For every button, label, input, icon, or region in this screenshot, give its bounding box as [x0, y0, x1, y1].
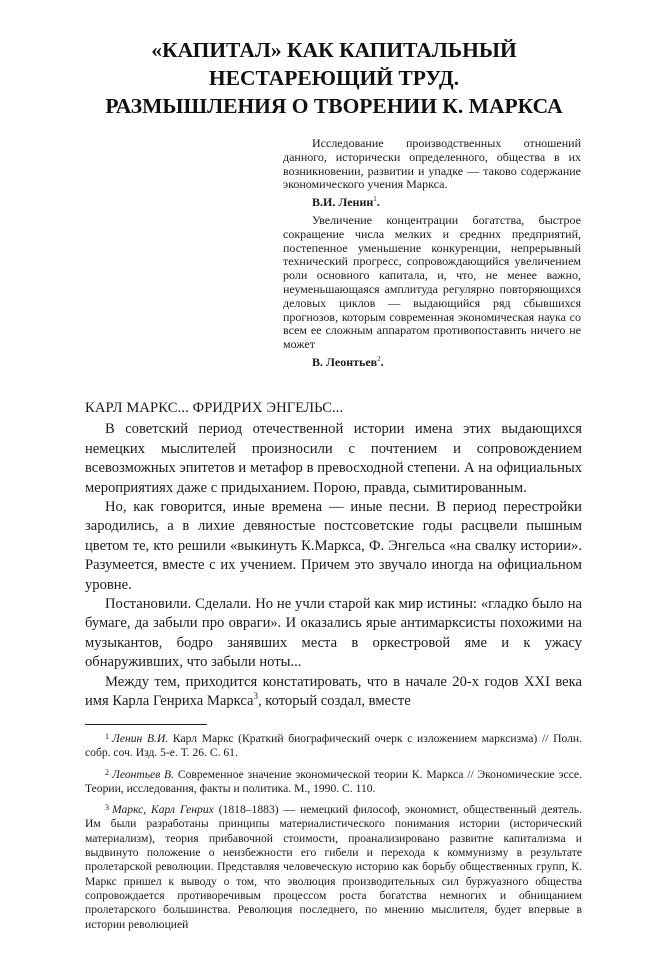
footnote-number: 1: [105, 732, 109, 741]
footnote: [85, 766, 582, 797]
epigraph-text: Исследование производственных отношений данного, исторически определенного, общества в их возникновении, развитии и упадке — таково содержание экономического учения Маркса.: [283, 136, 581, 192]
epigraph-author-name: В. Леонтьев: [312, 354, 378, 369]
footnote-number: 3: [105, 803, 109, 813]
body-paragraph: В советский период отечественной истории имена этих выдающихся немецких мыслителей произносили с почтением и сопровождением всевозможных эпитетов и метафор в превосходной степени. А на официальных мероприятиях даже с придыханием. Порою, правда, сымитированным.: [85, 421, 582, 496]
footnote-text: Современное значение экономической теории К. Маркса // Экономические эссе. Теории, исследования, факты и политика. М., 1990. С. 110.: [85, 767, 582, 795]
epigraph-author-name: В.И. Ленин: [312, 195, 374, 210]
title-line-2: НЕСТАРЕЮЩИЙ ТРУД.: [208, 66, 460, 90]
main-text: [85, 399, 582, 712]
body-paragraph: Постановили. Сделали. Но не учли старой как мир истины: «гладко было на бумаге, да забыли про овраги». И оказались ярые антимарксисты похожими на музыкантов, бодро занявших места в оркестровой яме и к ужасу обнаруживших, что забыли ноты...: [85, 596, 582, 671]
section-heading: КАРЛ МАРКС... ФРИДРИХ ЭНГЕЛЬС...: [85, 400, 344, 416]
footnote-ref: 3: [253, 691, 258, 702]
epigraph-author: В. Леонтьев$^2$.: [312, 354, 384, 369]
footnote-number: 2: [105, 767, 109, 777]
footnote-author: Леонтьев В.: [112, 767, 175, 781]
article-title: [60, 36, 608, 120]
footnote-author: Ленин В.И.: [112, 732, 169, 745]
footnote-ref: 2: [377, 354, 381, 363]
body-text: Между тем, приходится констатировать, что в начале 20-х годов XXI века имя Карла Генриха Маркса: [85, 673, 582, 710]
body-paragraph: [85, 673, 582, 712]
epigraph-author: В.И. Ленин$^1$.: [312, 195, 380, 210]
footnote: [85, 730, 582, 761]
footnote-divider: [85, 724, 207, 725]
epigraph-text: Увеличение концентрации богатства, быстрое сокращение числа мелких и средних предприятий, постепенное уменьшение конкуренции, непрерывный технический прогресс, сопровождающийся увеличением роли основного капитала, и, что, не менее важно, неуменьшающаяся амплитуда регулярно повторяющихся деловых циклов — выдающийся ряд сбывшихся прогнозов, которым современная экономическая наука со всем ее сложным аппаратом противопоставить ничего не может: [283, 213, 581, 352]
title-line-3: РАЗМЫШЛЕНИЯ О ТВОРЕНИИ К. МАРКСА: [105, 94, 563, 118]
body-paragraph: Но, как говорится, иные времена — иные песни. В период перестройки зародились, а в лихие девяностые постсоветские годы расцвели пышным цветом те, кто решили «выкинуть К.Маркса, Ф. Энгельса «на свалку истории». Разумеется, вместе с их учением. Причем это звучало иногда на официальном уровне.: [85, 499, 582, 593]
footnote-ref: 1: [373, 195, 377, 204]
epigraph-lenin: [283, 137, 581, 210]
footnote-author: Маркс, Карл Генрих: [112, 803, 214, 817]
footnote: [85, 801, 582, 932]
footnotes: [85, 730, 582, 937]
epigraph-leontiev: [283, 214, 581, 370]
footnote-text: Карл Маркс (Краткий биографический очерк с изложением марксизма) // Полн. собр. соч. Изд. 5-е. Т. 26. С. 61.: [85, 732, 582, 760]
footnote-text: (1818–1883) — немецкий философ, экономист, общественный деятель. Им были разработаны принципы материалистического понимания истории (исторический материализм), теория прибавочной стоимости, проанализировано развитие капитализма и выдвинуто положение о неизбежности его гибели и перехода к коммунизму в результате пролетарской революции. Представляя человеческую историю как борьбу общественных групп, К. Маркс пришел к выводу о том, что эволюция производительных сил буржуазного общества сопровождается противоречивым процессом роста богатства немногих и обнищанием пролетарского большинства. Революция последнего, по мнению мыслителя, будет впервые в истории революцией: [85, 803, 582, 931]
title-line-1: «КАПИТАЛ» КАК КАПИТАЛЬНЫЙ: [151, 38, 517, 62]
body-text: , который создал, вместе: [258, 693, 411, 710]
